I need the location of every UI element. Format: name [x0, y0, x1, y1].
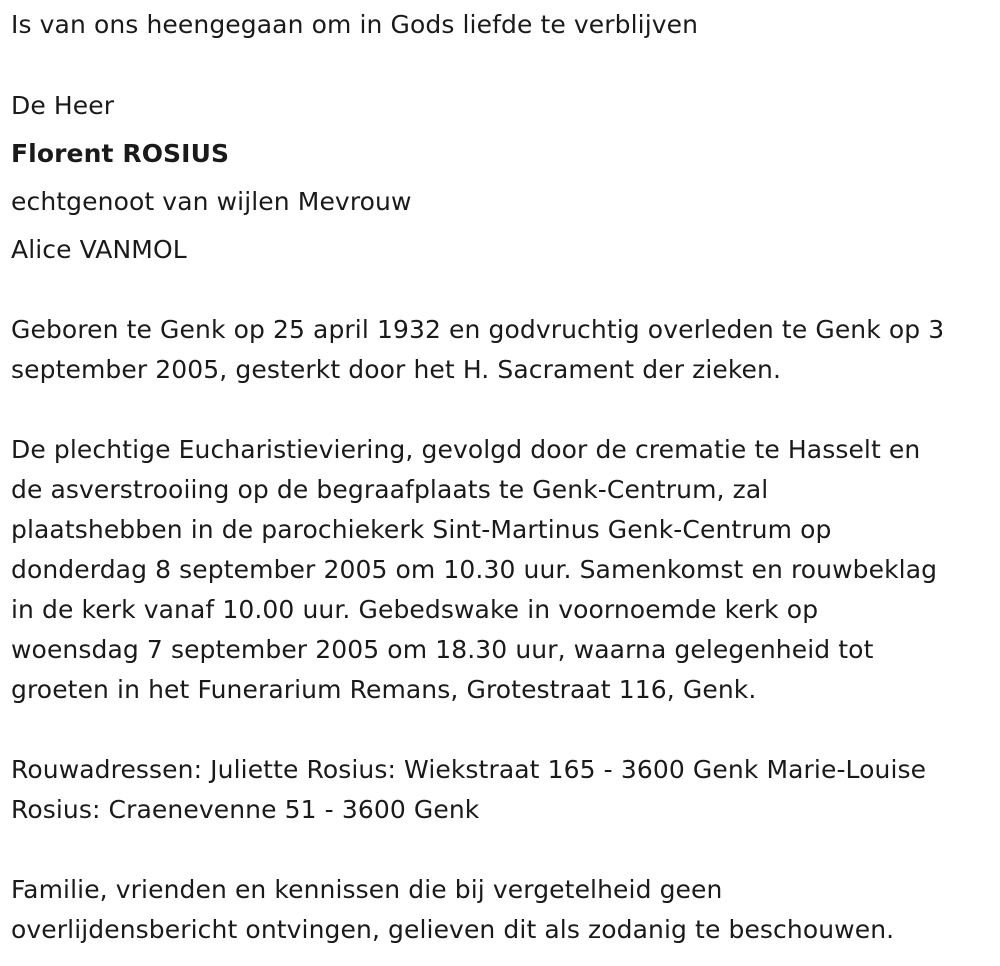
closing-line: Familie, vrienden en kennissen die bij vergetelheid geen	[11, 875, 723, 904]
deceased-name: Florent ROSIUS	[11, 139, 230, 168]
ceremony-line: De plechtige Eucharistieviering, gevolgd door de crematie te Hasselt en	[11, 435, 921, 464]
honorific: De Heer	[11, 91, 115, 120]
address-line: Rouwadressen: Juliette Rosius: Wiekstraat 165 - 3600 Genk Marie-Louise	[11, 755, 927, 784]
address-line: Rosius: Craenevenne 51 - 3600 Genk	[11, 795, 480, 824]
ceremony-line: de asverstrooiing op de begraafplaats te Genk-Centrum, zal	[11, 475, 769, 504]
ceremony-line: in de kerk vanaf 10.00 uur. Gebedswake in voornoemde kerk op	[11, 595, 819, 624]
ceremony-line: woensdag 7 september 2005 om 18.30 uur, waarna gelegenheid tot	[11, 635, 874, 664]
spouse-line-1: echtgenoot van wijlen Mevrouw	[11, 187, 412, 216]
born-line: september 2005, gesterkt door het H. Sacrament der zieken.	[11, 355, 782, 384]
intro-text: Is van ons heengegaan om in Gods liefde te verblijven	[11, 10, 699, 39]
closing-line: overlijdensbericht ontvingen, gelieven dit als zodanig te beschouwen.	[11, 915, 895, 944]
born-line: Geboren te Genk op 25 april 1932 en godvruchtig overleden te Genk op 3	[11, 315, 945, 344]
ceremony-line: donderdag 8 september 2005 om 10.30 uur. Samenkomst en rouwbeklag	[11, 555, 938, 584]
spouse-line-2: Alice VANMOL	[11, 235, 187, 264]
ceremony-line: plaatshebben in de parochiekerk Sint-Martinus Genk-Centrum op	[11, 515, 832, 544]
ceremony-line: groeten in het Funerarium Remans, Grotestraat 116, Genk.	[11, 675, 757, 704]
